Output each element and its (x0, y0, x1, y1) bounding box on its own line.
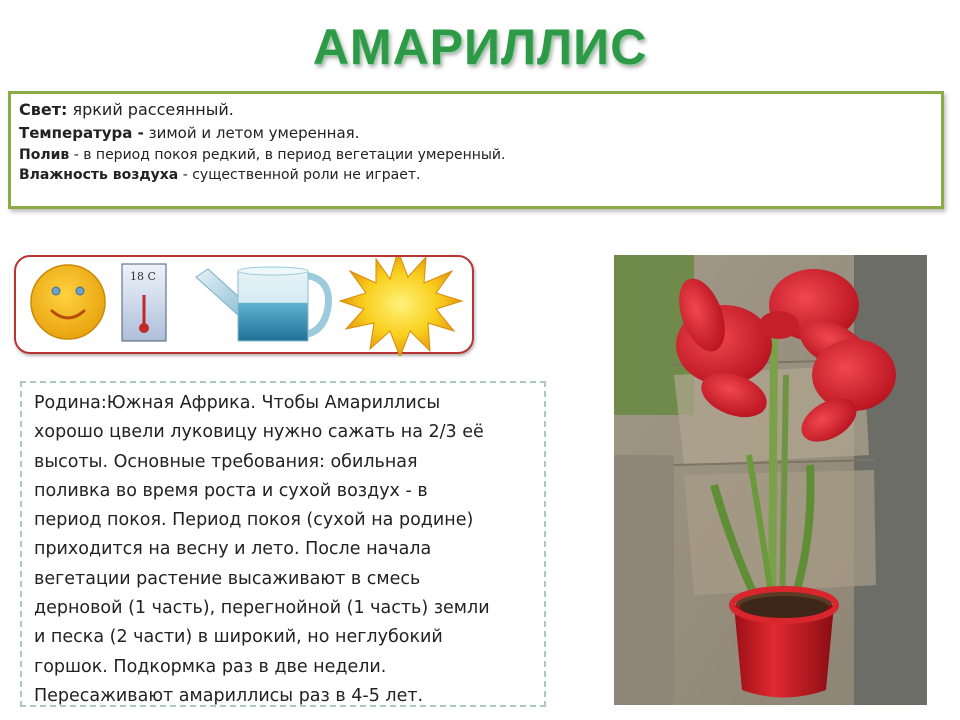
care-humidity-key: Влажность воздуха (19, 167, 179, 184)
description-line: период покоя. Период покоя (сухой на родине) (34, 510, 474, 531)
description-line: Родина:Южная Африка. Чтобы Амариллисы (34, 393, 441, 413)
watering-can-icon (196, 267, 328, 341)
description-line: поливка во время роста и сухой воздух - в (34, 480, 428, 501)
care-light-value: яркий рассеянный. (67, 100, 234, 119)
description-line: хорошо цвели луковицу нужно сажать на 2/3 её (34, 422, 484, 443)
care-humidity (19, 167, 933, 185)
care-conditions-box (8, 91, 944, 209)
description-line: вегетации растение высаживают в смесь (34, 568, 421, 589)
care-humidity-value: - существенной роли не играет. (178, 167, 421, 184)
care-light-key: Свет: (19, 100, 68, 119)
care-watering-value: - в период покоя редкий, в период вегетации умеренный. (69, 146, 506, 163)
amaryllis-photo-illustration (614, 255, 927, 705)
care-watering-key: Полив (19, 146, 70, 163)
care-icons-strip (14, 255, 474, 354)
description-line: Пересаживают амариллисы раз в 4-5 лет. (34, 685, 424, 706)
description-box (20, 381, 546, 707)
care-temperature-value: зимой и летом умеренная. (143, 124, 360, 142)
description-line: дерновой (1 часть), перегнойной (1 часть) земли (34, 598, 490, 619)
description-line: приходится на весну и лето. После начала (34, 539, 432, 560)
care-temperature-key: Температура - (19, 124, 144, 142)
smiley-icon (31, 265, 105, 339)
description-line: горшок. Подкормка раз в две недели. (34, 656, 387, 677)
sun-icon (340, 257, 462, 356)
description-line: и песка (2 части) в широкий, но неглубокий (34, 627, 443, 648)
care-icons-graphic (16, 257, 476, 356)
thermometer-label: 18 C (130, 270, 156, 283)
page-title: АМАРИЛЛИС (312, 19, 648, 75)
amaryllis-photo (614, 255, 927, 705)
care-light (19, 100, 933, 120)
care-temperature (19, 124, 933, 143)
care-watering (19, 147, 933, 165)
description-line: высоты. Основные требования: обильная (34, 451, 418, 472)
